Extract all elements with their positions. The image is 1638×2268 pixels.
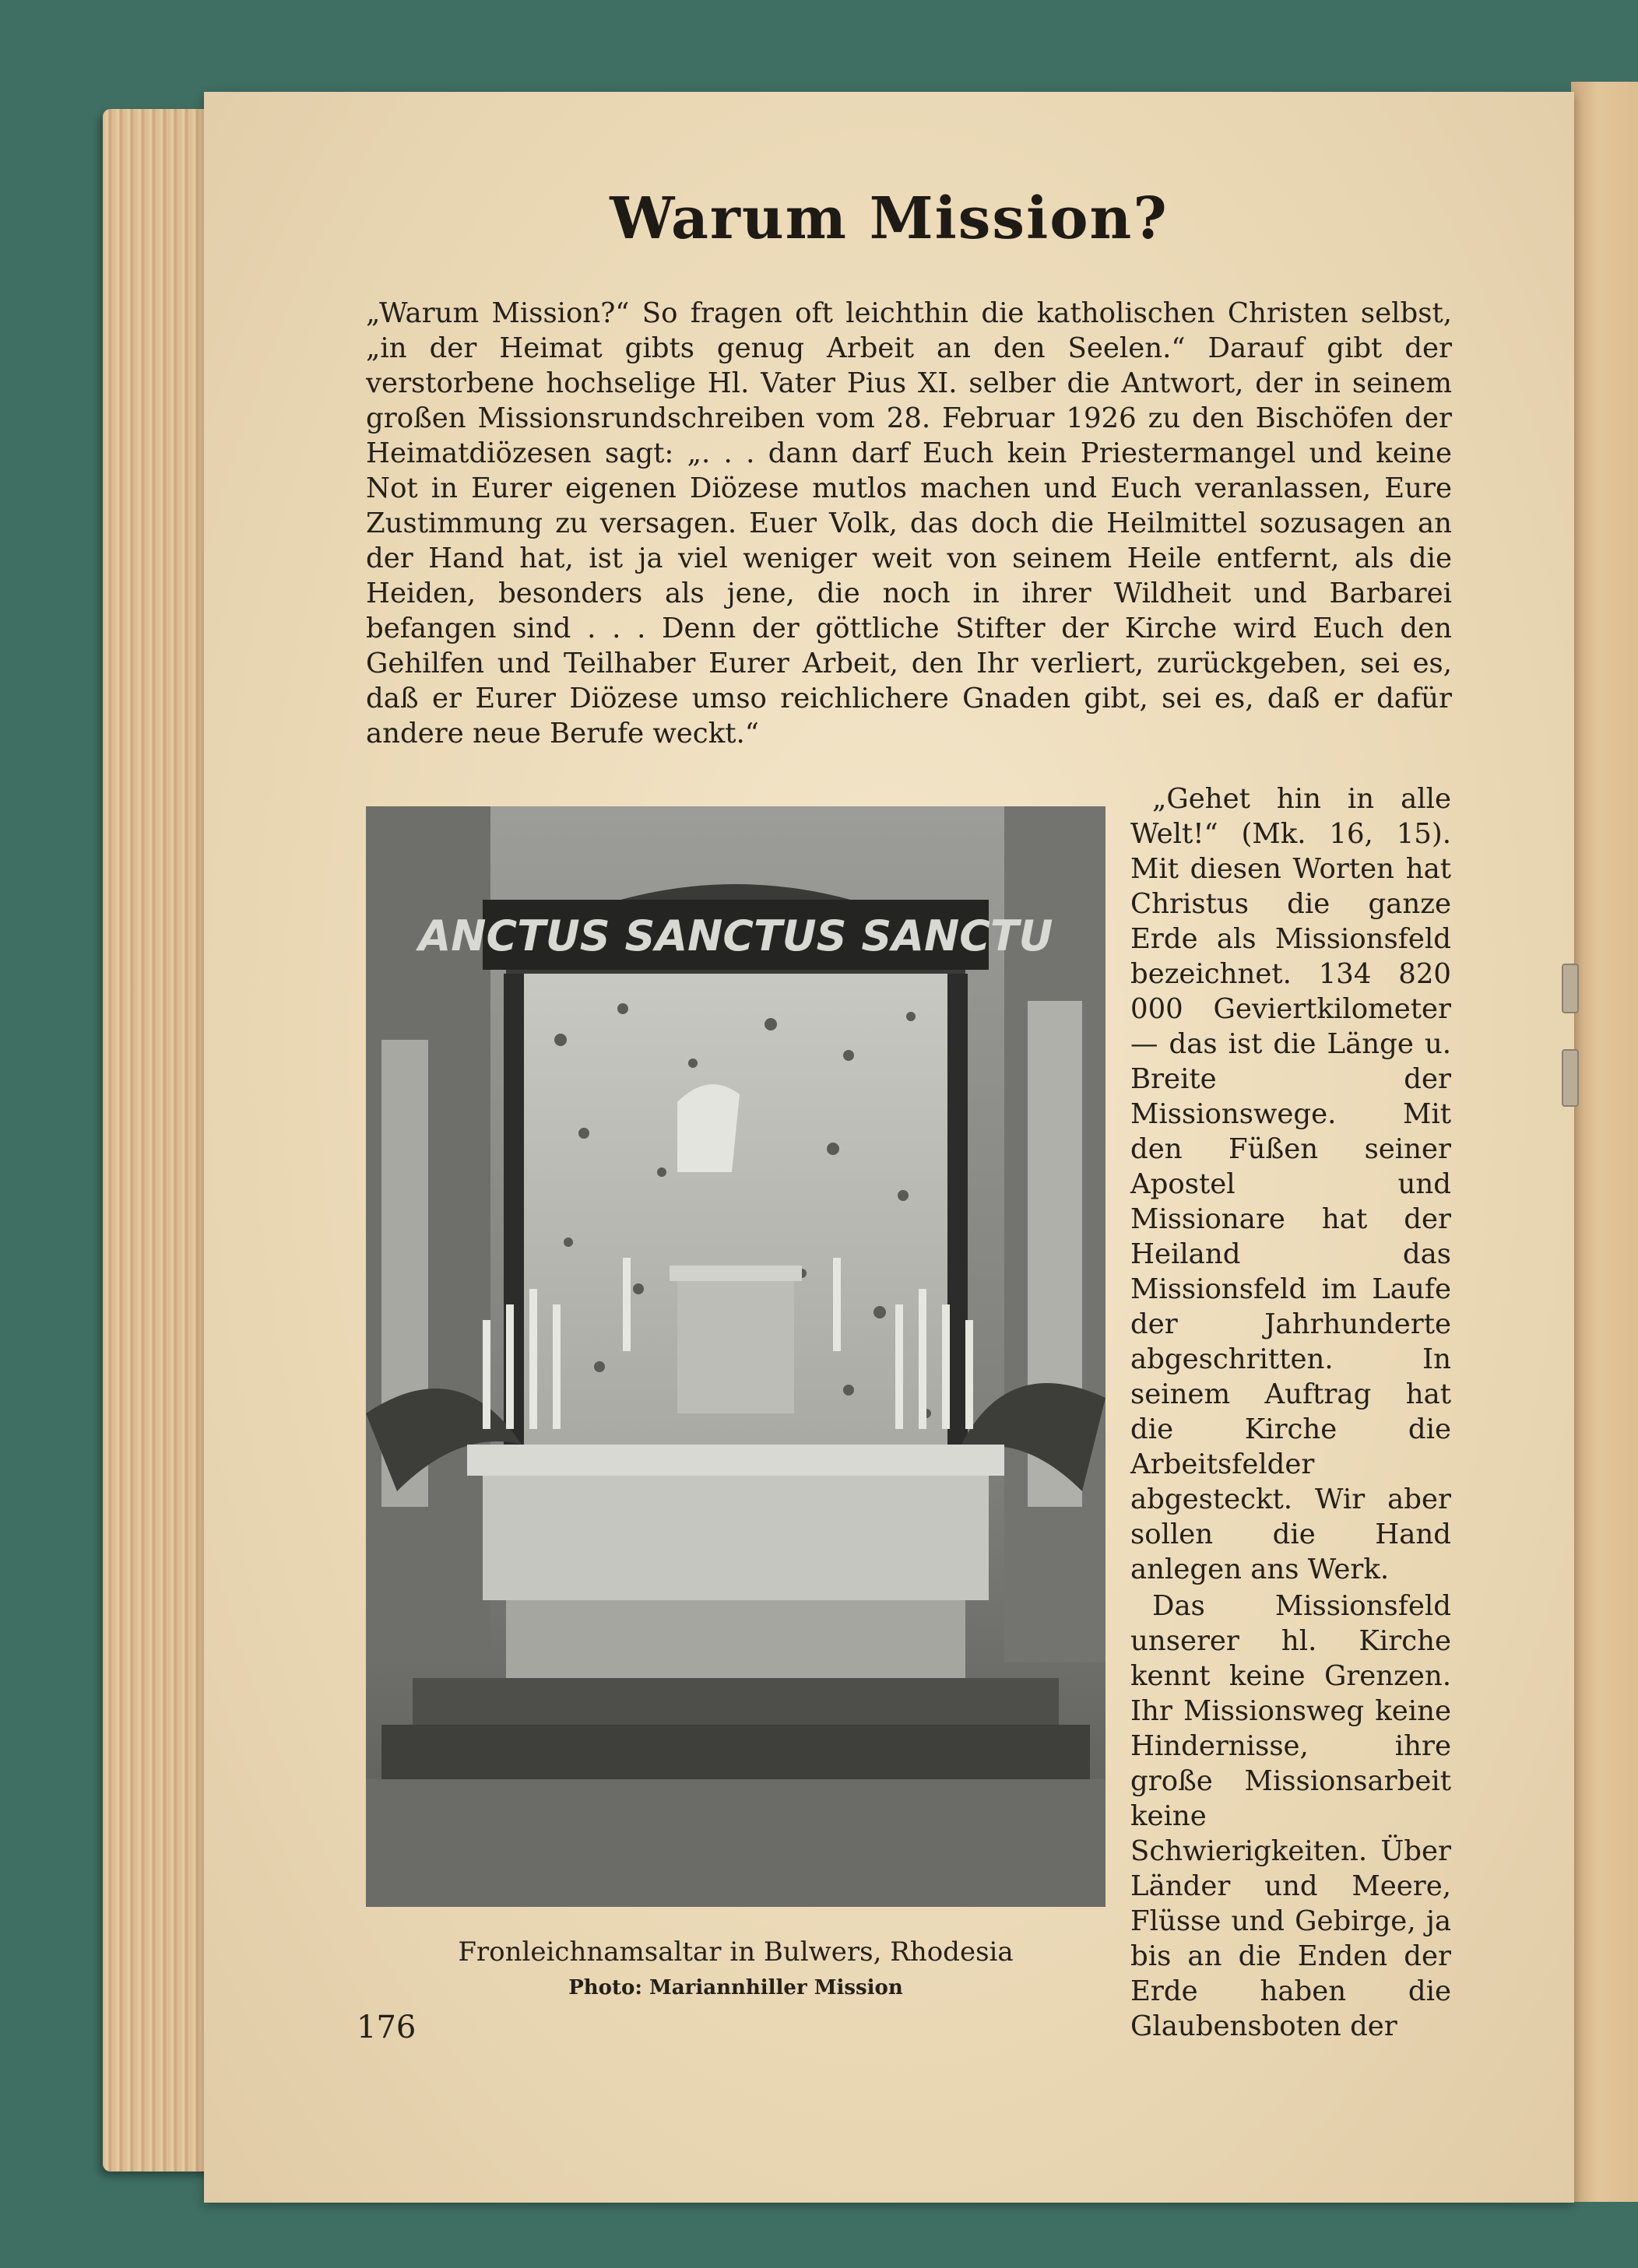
altar-photo — [366, 806, 1105, 1907]
photo-credit: Photo: Mariannhiller Mission — [568, 1976, 903, 1999]
photo-caption: Fronleichnamsaltar in Bulwers, Rhodesia — [458, 1936, 1014, 1968]
altar-photo-illustration — [366, 806, 1105, 1907]
altar-banner-text: ANCTUS SANCTUS SANCTU — [418, 911, 1053, 960]
page-number: 176 — [357, 2010, 417, 2045]
right-column-paragraph-1: „Gehet hin in alle Welt!“ (Mk. 16, 15). Mit diesen Worten hat Christus die ganze Erde als Missionsfeld bezeichnet. 134 820 000 Geviertkilometer — das ist die Länge u. Breite der Missionswege. Mit den Füßen seiner Apostel und Missionare hat der Heiland das Missionsfeld im Laufe der Jahrhunderte abgeschritten. In seinem Auftrag hat die Kirche die Arbeitsfelder abgesteckt. Wir aber sollen die Hand anlegen ans Werk. — [1130, 783, 1451, 1585]
intro-paragraph: „Warum Mission?“ So fragen oft leichthin die katholischen Christen selbst, „in der Heimat gibts genug Arbeit an den Seelen.“ Darauf gibt der verstorbene hochselige Hl. Vater Pius XI. selber die Antwort, der in seinem großen Missionsrundschreiben vom 28. Februar 1926 zu den Bischöfen der Heimatdiözesen sagt: „. . . dann darf Euch kein Priestermangel und keine Not in Eurer eigenen Diözese mutlos machen und Euch veranlassen, Eure Zustimmung zu versagen. Euer Volk, das doch die Heilmittel sozusagen an der Hand hat, ist ja viel weniger weit von seinem Heile entfernt, als die Heiden, besonders als jene, die noch in ihrer Wildheit und Barbarei befangen sind . . . Denn der göttliche Stifter der Kirche wird Euch den Gehilfen und Teilhaber Eurer Arbeit, den Ihr verliert, zurückgeben, sei es, daß er Eurer Diözese umso reichlichere Gnaden gibt, sei es, daß er dafür andere neue Berufe weckt.“ — [366, 297, 1452, 750]
facing-page-edge — [1571, 82, 1638, 2202]
page-clip-bottom — [1562, 1049, 1579, 1107]
article-title: Warum Mission? — [610, 185, 1169, 252]
right-column-paragraph-2: Das Missionsfeld unserer hl. Kirche kennt keine Grenzen. Ihr Missionsweg keine Hindernisse, ihre große Missionsarbeit keine Schwierigkeiten. Über Länder und Meere, Flüsse und Gebirge, ja bis an die Enden der Erde haben die Glaubensboten der — [1130, 1590, 1451, 2042]
page-clip-top — [1562, 964, 1579, 1013]
right-column — [1130, 781, 1451, 2045]
